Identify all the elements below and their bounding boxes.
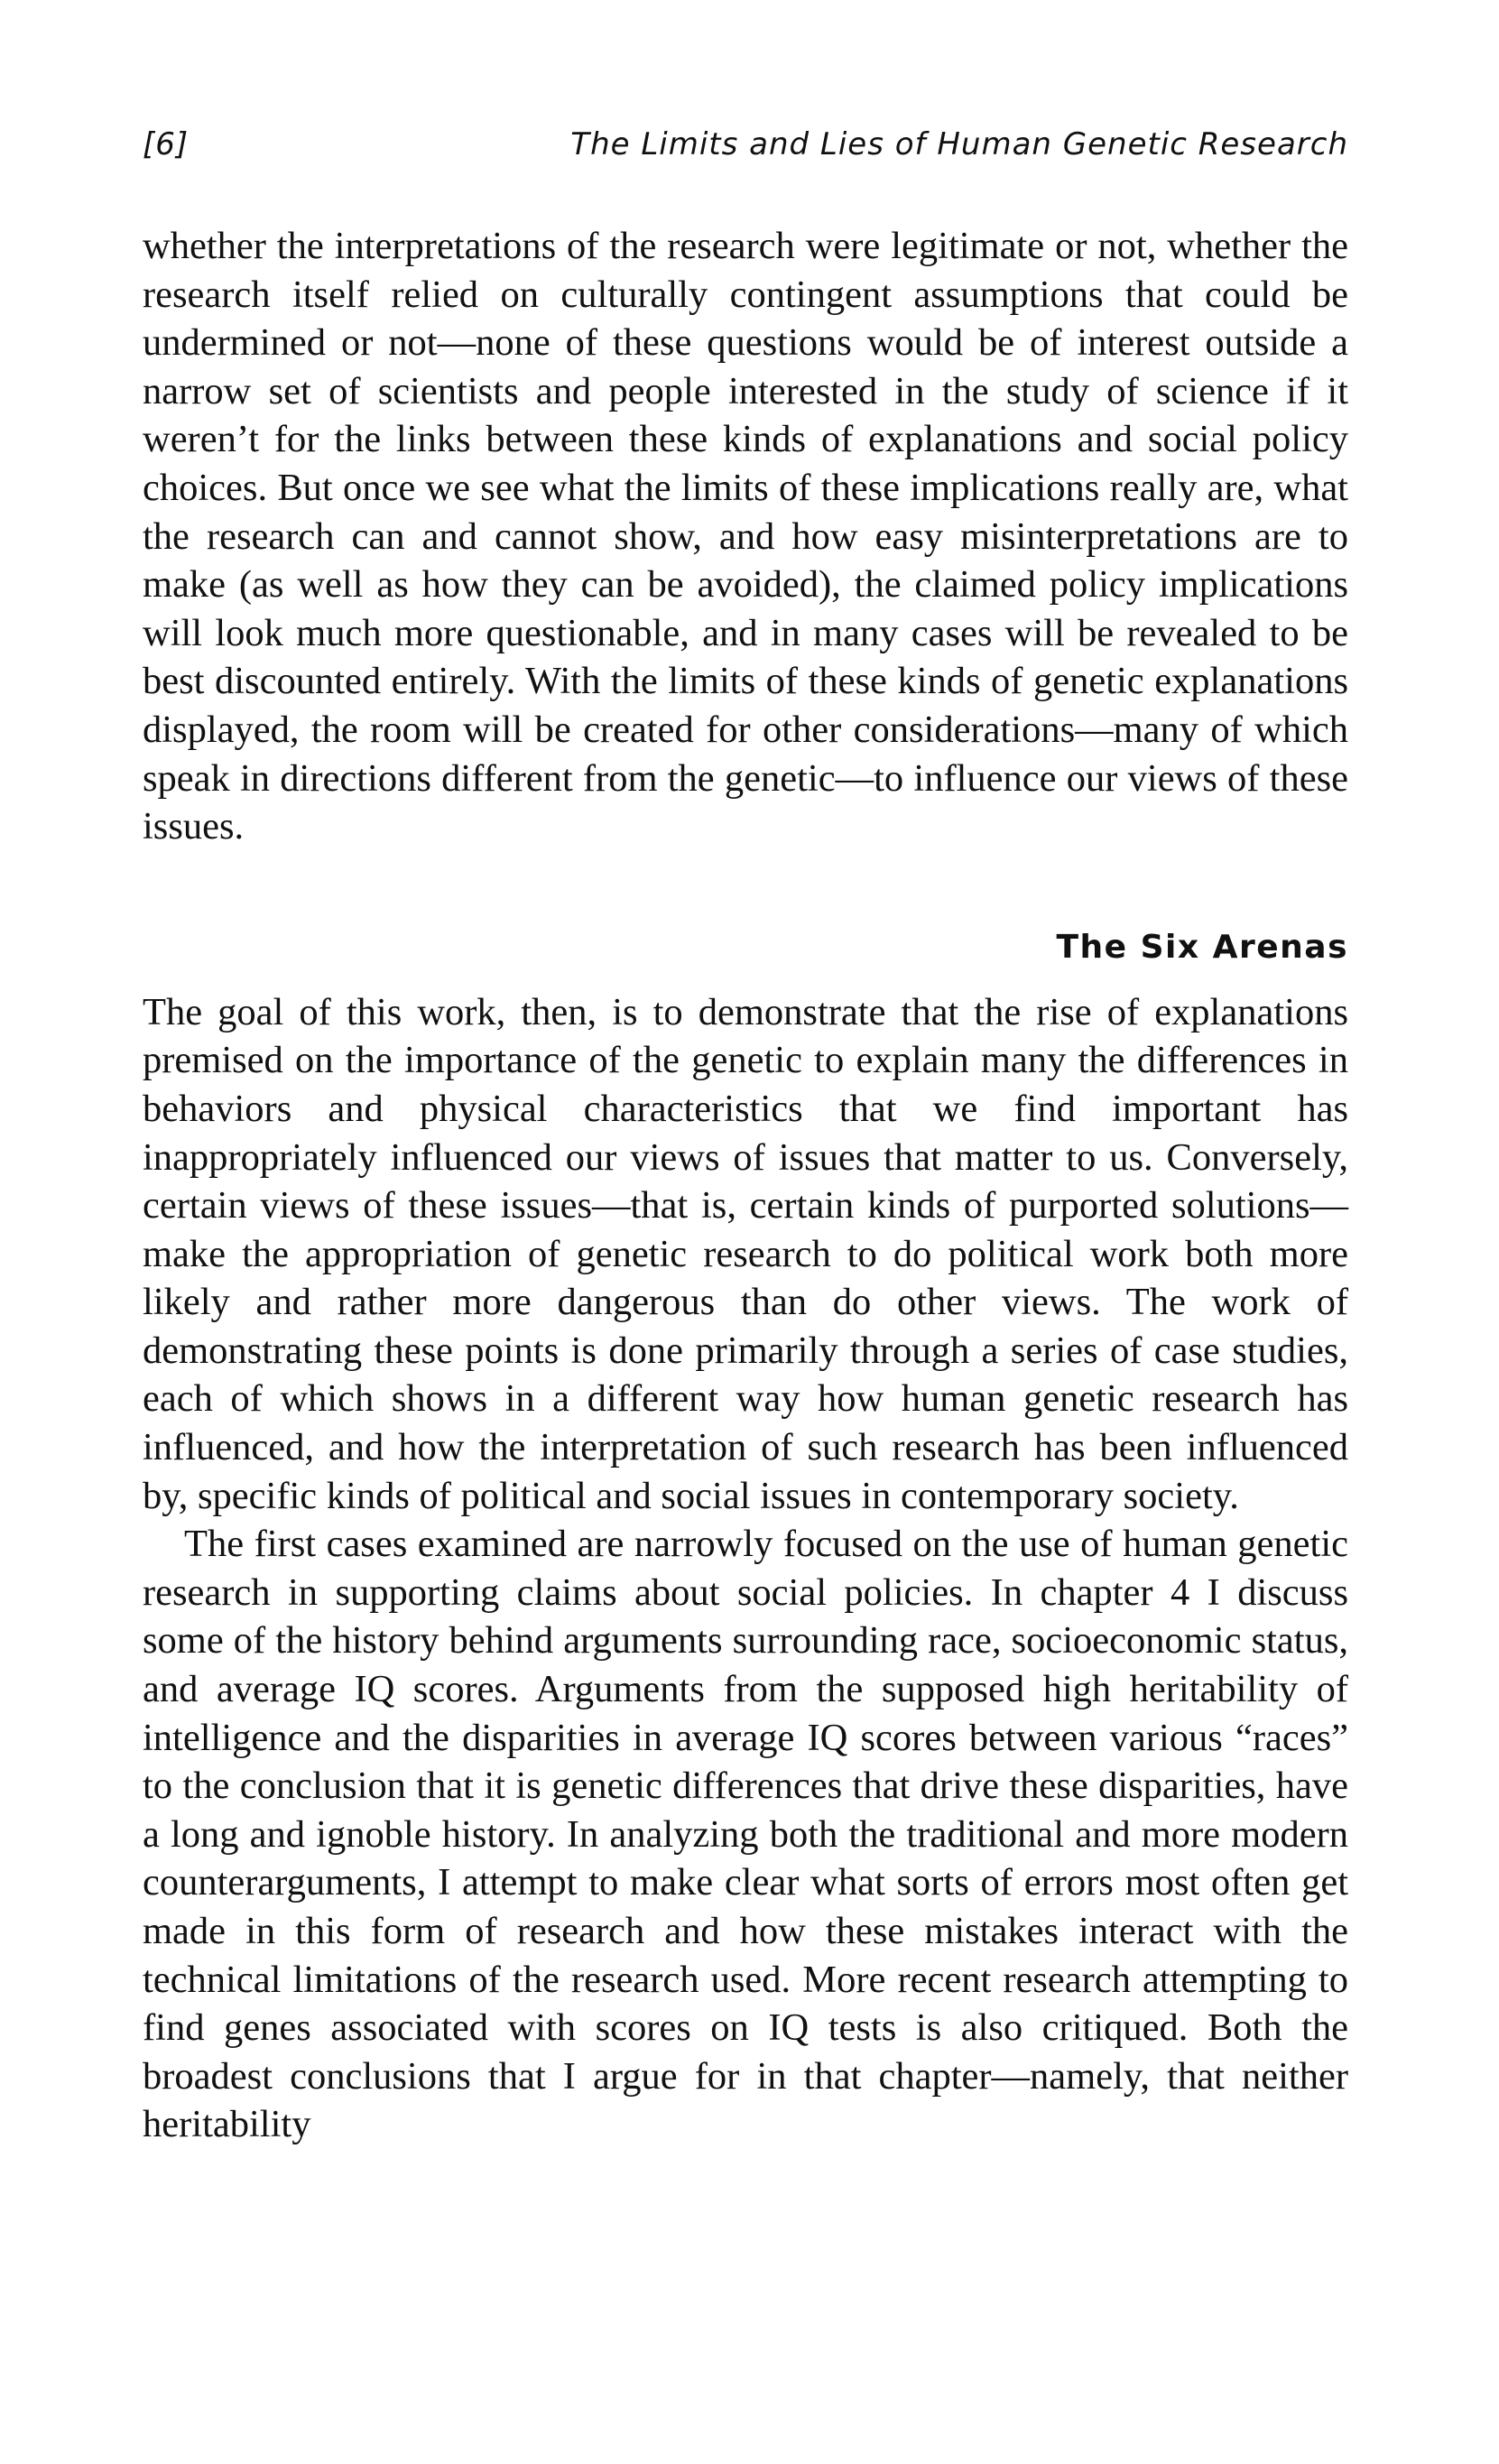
book-page bbox=[143, 126, 1348, 2149]
running-title: The Limits and Lies of Human Genetic Research bbox=[570, 126, 1348, 162]
page-number: [6] bbox=[143, 126, 190, 162]
section-heading: The Six Arenas bbox=[1056, 928, 1348, 966]
paragraph-1: whether the interpretations of the research were legitimate or not, whether the research itself relied on culturally contingent assumptions that could be undermined or not—none of these questions would be of interest outside a narrow set of scientists and people interested in the study of science if it weren’t for the links between these kinds of explanations and social policy choices. But once we see what the limits of these implications really are, what the research can and cannot show, and how easy misinterpretations are to make (as well as how they can be avoided), the claimed policy implications will look much more questionable, and in many cases will be revealed to be best discounted entirely. With the limits of these kinds of genetic explanations displayed, the room will be created for other considerations—many of which speak in directions different from the genetic—to influence our views of these issues. bbox=[143, 225, 1348, 848]
running-head bbox=[143, 126, 1348, 181]
paragraph-2: The goal of this work, then, is to demonstrate that the rise of explanations premised on the importance of the genetic to explain many the differences in behaviors and physical characteristics that we find important has inappropriately influenced our views of issues that matter to us. Conversely, certain views of these issues—that is, certain kinds of purported solutions—make the appropriation of genetic research to do political work both more likely and rather more dangerous than do other views. The work of demonstrating these points is done primarily through a series of case studies, each of which shows in a different way how human genetic research has influenced, and how the interpretation of such research has been influenced by, specific kinds of political and social issues in contemporary society. bbox=[143, 990, 1348, 1517]
paragraph-3: The first cases examined are narrowly focused on the use of human genetic research in supporting claims about social policies. In chapter 4 I discuss some of the history behind arguments surrounding race, socioeconomic status, and average IQ scores. Arguments from the supposed high heritability of intelligence and the disparities in average IQ scores between various “races” to the conclusion that it is genetic differences that drive these disparities, have a long and ignoble history. In analyzing both the traditional and more modern counterarguments, I attempt to make clear what sorts of errors most often get made in this form of research and how these mistakes interact with the technical limitations of the research used. More recent research attempting to find genes associated with scores on IQ tests is also critiqued. Both the broadest conclusions that I argue for in that chapter—namely, that neither heritability bbox=[143, 1523, 1348, 2146]
